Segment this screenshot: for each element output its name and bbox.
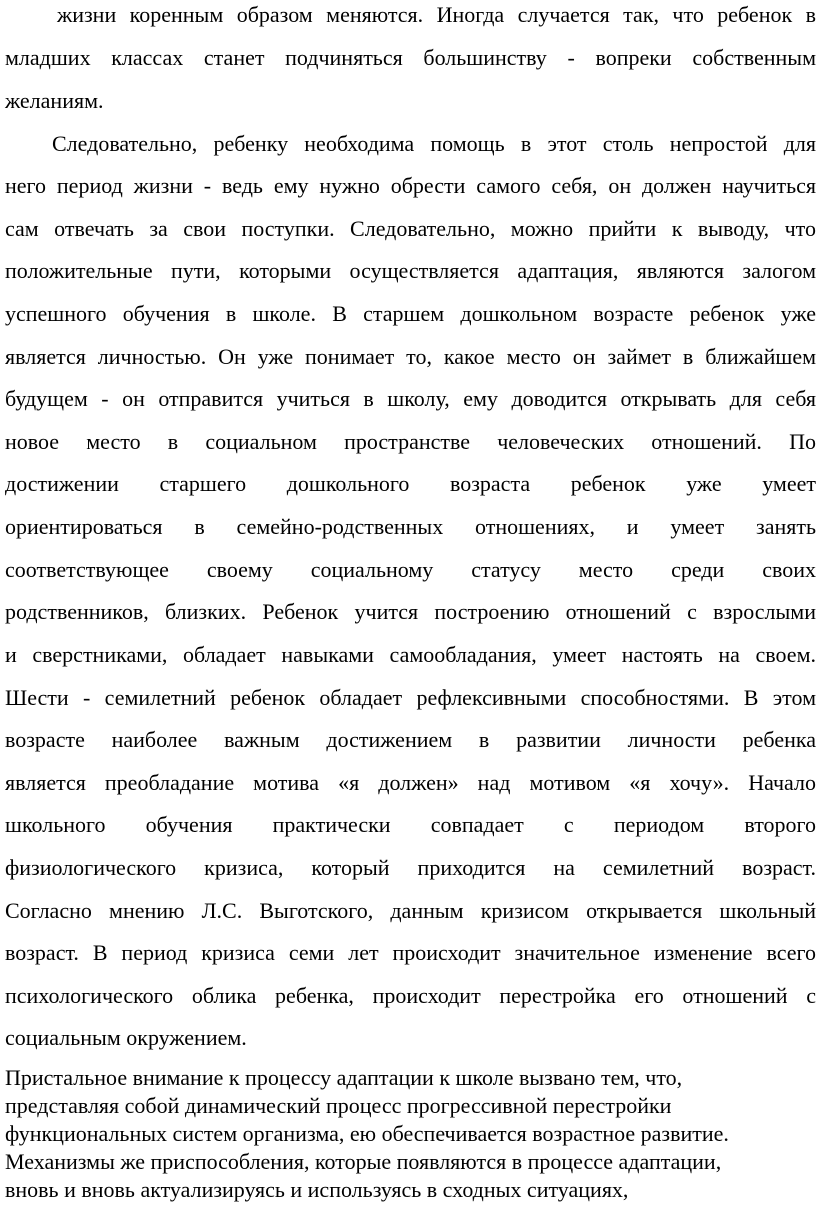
text-line: возраст. В период кризиса семи лет происходит значительное изменение всего: [5, 940, 816, 965]
text-line: достижении старшего дошкольного возраста ребенок уже умеет: [5, 471, 816, 496]
text-line: социальным окружением.: [5, 1025, 247, 1050]
text-line: успешного обучения в школе. В старшем дошкольном возрасте ребенок уже: [5, 301, 816, 326]
text-line: психологического облика ребенка, происходит перестройка его отношений с: [5, 983, 816, 1008]
text-line: Механизмы же приспособления, которые появляются в процессе адаптации,: [5, 1149, 722, 1174]
text-line: школьного обучения практически совпадает с периодом второго: [5, 812, 816, 837]
text-line: Согласно мнению Л.С. Выготского, данным кризисом открывается школьный: [5, 898, 816, 923]
text-line: функциональных систем организма, ею обеспечивается возрастное развитие.: [5, 1121, 729, 1146]
text-line: родственников, близких. Ребенок учится построению отношений с взрослыми: [5, 599, 816, 624]
text-line: положительные пути, которыми осуществляется адаптация, являются залогом: [5, 258, 816, 283]
text-line: представляя собой динамический процесс прогрессивной перестройки: [5, 1093, 672, 1118]
text-line: возрасте наиболее важным достижением в развитии личности ребенка: [5, 727, 816, 752]
text-line: физиологического кризиса, который приходится на семилетний возраст.: [5, 855, 816, 880]
text-line: Следовательно, ребенку необходима помощь в этот столь непростой для: [52, 131, 816, 156]
text-line: является личностью. Он уже понимает то, какое место он займет в ближайшем: [5, 344, 816, 369]
text-line: соответствующее своему социальному статусу место среди своих: [5, 557, 816, 582]
text-line: новое место в социальном пространстве человеческих отношений. По: [5, 429, 816, 454]
text-line: вновь и вновь актуализируясь и используясь в сходных ситуациях,: [5, 1177, 629, 1202]
text-line: будущем - он отправится учиться в школу, ему доводится открывать для себя: [5, 386, 816, 411]
text-line: является преобладание мотива «я должен» над мотивом «я хочу». Начало: [5, 770, 816, 795]
text-line: Пристальное внимание к процессу адаптации к школе вызвано тем, что,: [5, 1065, 683, 1090]
text-line: и сверстниками, обладает навыками самообладания, умеет настоять на своем.: [5, 642, 816, 667]
text-line: желаниям.: [5, 88, 104, 113]
text-line: сам отвечать за свои поступки. Следовательно, можно прийти к выводу, что: [5, 216, 816, 241]
text-line: него период жизни - ведь ему нужно обрести самого себя, он должен научиться: [5, 173, 816, 198]
text-line: жизни коренным образом меняются. Иногда случается так, что ребенок в: [57, 2, 816, 27]
text-line: ориентироваться в семейно-родственных отношениях, и умеет занять: [5, 514, 816, 539]
text-line: младших классах станет подчиняться большинству - вопреки собственным: [5, 45, 816, 70]
text-line: Шести - семилетний ребенок обладает рефлексивными способностями. В этом: [5, 685, 816, 710]
